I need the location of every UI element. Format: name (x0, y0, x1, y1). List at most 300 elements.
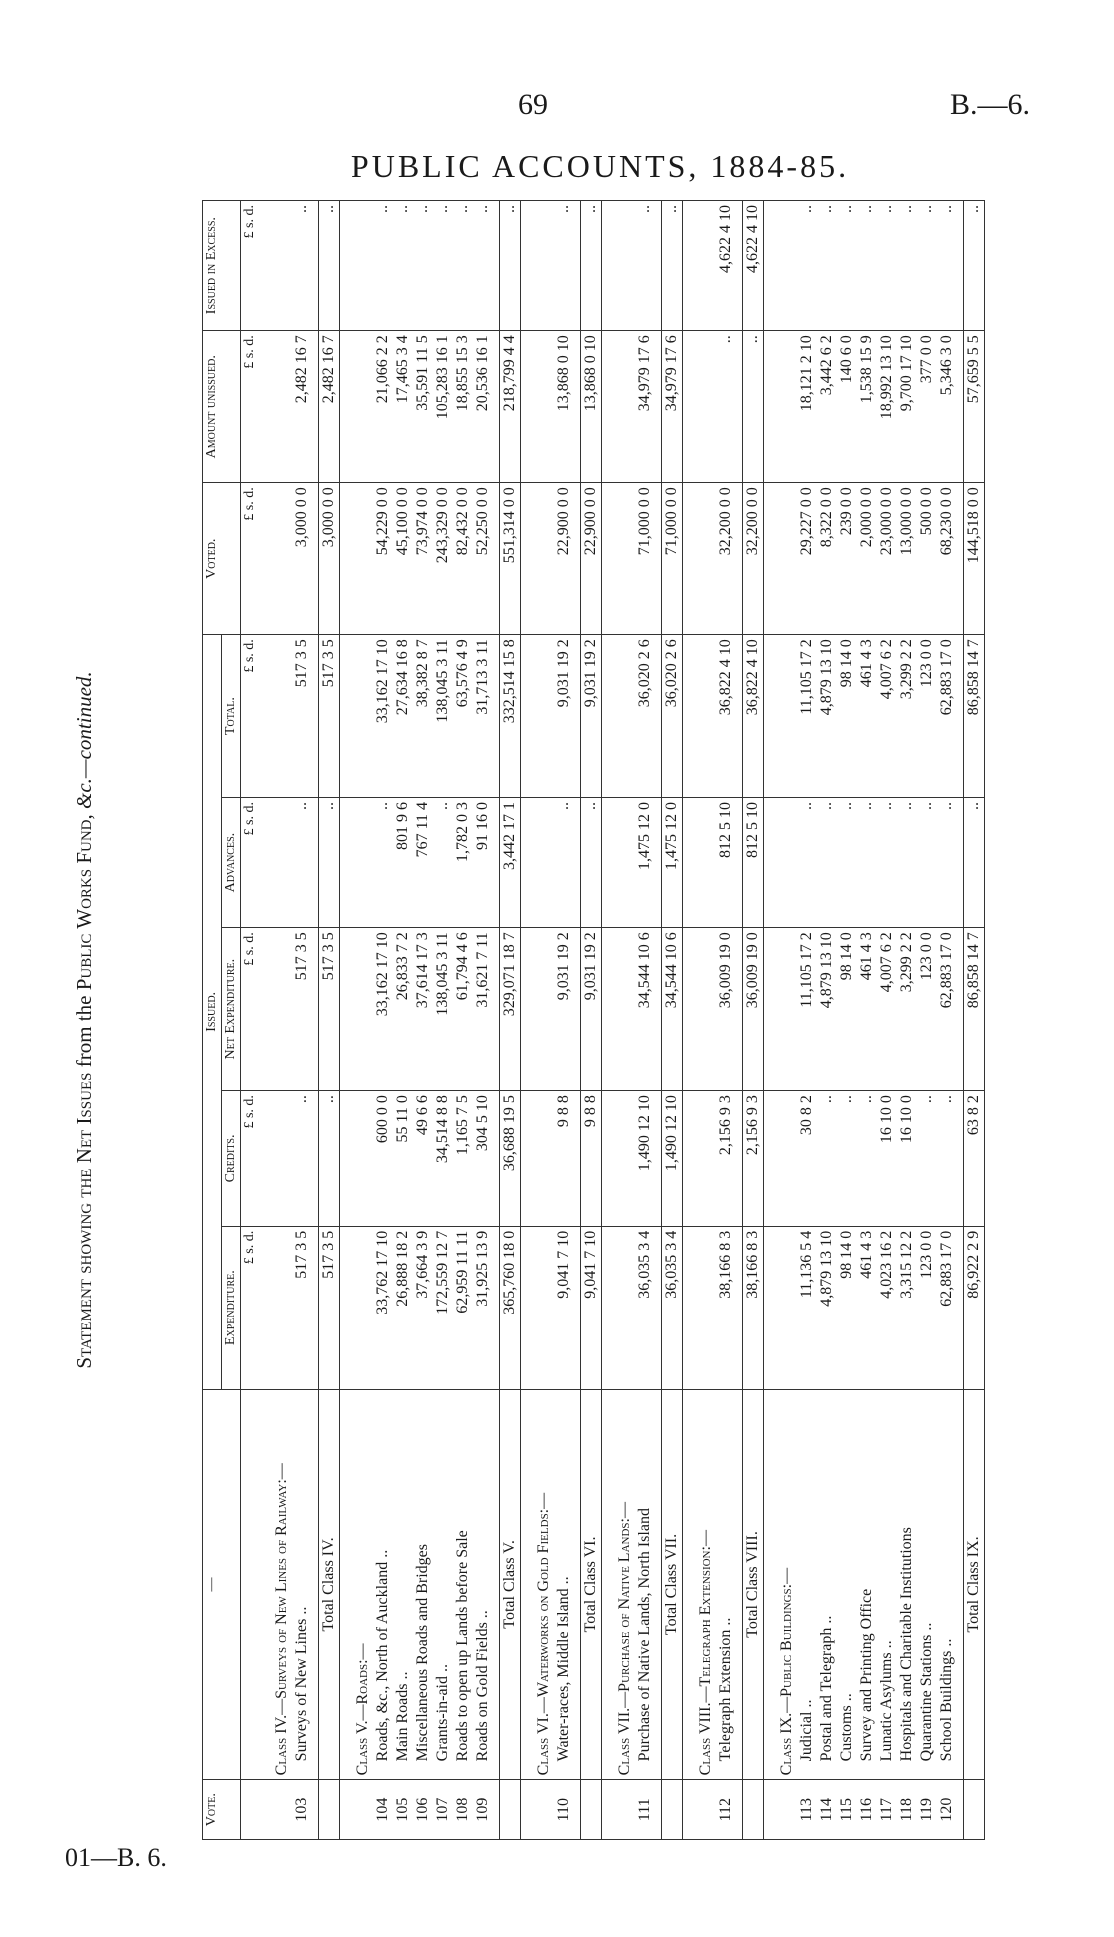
rotated-statement (72, 200, 982, 1840)
row-description: Roads, &c., North of Auckland .. (373, 1389, 393, 1780)
cell-credits: 304 5 10 (473, 1091, 493, 1227)
vote-number: 112 (716, 1780, 736, 1840)
cell-net-expenditure: 138,045 3 11 (433, 928, 453, 1091)
cell-excess: .. (393, 201, 413, 331)
vote-number: 116 (857, 1780, 877, 1840)
vote-number: 106 (413, 1780, 433, 1840)
cell-advances: .. (373, 798, 393, 928)
cell-voted: 71,000 0 0 (635, 483, 655, 635)
cell-expenditure: 461 4 3 (857, 1226, 877, 1389)
row-description: Grants-in-aid .. (433, 1389, 453, 1780)
row-description: Hospitals and Charitable Institutions (897, 1389, 917, 1780)
cell-excess: .. (897, 201, 917, 331)
cell-expenditure: 4,023 16 2 (877, 1226, 897, 1389)
cell-unissued: 13,868 0 10 (554, 331, 574, 483)
total-row (319, 201, 340, 1840)
cell-total: 4,879 13 10 (817, 635, 837, 798)
row-description: Main Roads .. (393, 1389, 413, 1780)
total-advances: .. (581, 798, 602, 928)
row-description: Judicial .. (797, 1389, 817, 1780)
cell-net-expenditure: 98 14 0 (837, 928, 857, 1091)
total-expenditure: 38,166 8 3 (743, 1226, 764, 1389)
page-title: PUBLIC ACCOUNTS, 1884-85. (350, 148, 850, 184)
cell-credits: .. (917, 1091, 937, 1227)
cell-expenditure: 26,888 18 2 (393, 1226, 413, 1389)
vote-number: 104 (373, 1780, 393, 1840)
cell-voted: 54,229 0 0 (373, 483, 393, 635)
cell-total: 461 4 3 (857, 635, 877, 798)
table-row (554, 201, 574, 1840)
vote-number: 109 (473, 1780, 493, 1840)
cell-total: 98 14 0 (837, 635, 857, 798)
cell-unissued: 1,538 15 9 (857, 331, 877, 483)
cell-excess: .. (473, 201, 493, 331)
cell-credits: .. (937, 1091, 957, 1227)
cell-net-expenditure: 26,833 7 2 (393, 928, 413, 1091)
table-row (937, 201, 957, 1840)
cell-excess: .. (554, 201, 574, 331)
section-heading: Class VIII.—Telegraph Extension:— (683, 1389, 717, 1780)
cell-credits: 16 10 0 (897, 1091, 917, 1227)
cell-advances: .. (837, 798, 857, 928)
total-label: Total Class VI. (581, 1389, 602, 1780)
cell-credits: 1,165 7 5 (453, 1091, 473, 1227)
section-heading-row (602, 201, 636, 1840)
table-row (817, 201, 837, 1840)
cell-excess: .. (857, 201, 877, 331)
cell-advances: 91 16 0 (473, 798, 493, 928)
cell-excess: .. (413, 201, 433, 331)
row-description: Postal and Telegraph .. (817, 1389, 837, 1780)
cell-credits: .. (857, 1091, 877, 1227)
vote-number: 108 (453, 1780, 473, 1840)
cell-credits: 2,156 9 3 (716, 1091, 736, 1227)
cell-net-expenditure: 3,299 2 2 (897, 928, 917, 1091)
cell-net-expenditure: 4,879 13 10 (817, 928, 837, 1091)
cell-credits: 600 0 0 (373, 1091, 393, 1227)
total-excess: .. (964, 201, 985, 331)
cell-expenditure: 36,035 3 4 (635, 1226, 655, 1389)
header-unissued: Amount unissued. (203, 331, 241, 483)
cell-expenditure: 98 14 0 (837, 1226, 857, 1389)
units-expenditure: £ s. d. (241, 1226, 260, 1389)
table-row (857, 201, 877, 1840)
vote-number: 107 (433, 1780, 453, 1840)
cell-voted: 243,329 0 0 (433, 483, 453, 635)
cell-voted: 13,000 0 0 (897, 483, 917, 635)
total-row (500, 201, 521, 1840)
header-description: — (203, 1389, 241, 1780)
cell-unissued: 18,992 13 10 (877, 331, 897, 483)
cell-voted: 32,200 0 0 (716, 483, 736, 635)
total-voted: 71,000 0 0 (662, 483, 683, 635)
cell-excess: .. (817, 201, 837, 331)
cell-voted: 73,974 0 0 (413, 483, 433, 635)
cell-total: 38,382 8 7 (413, 635, 433, 798)
statement-table (202, 200, 985, 1840)
row-description: Roads to open up Lands before Sale (453, 1389, 473, 1780)
table-row (453, 201, 473, 1840)
cell-excess: .. (373, 201, 393, 331)
cell-net-expenditure: 31,621 7 11 (473, 928, 493, 1091)
units-row (241, 201, 260, 1840)
statement-title-post: , &c.—continued. (72, 671, 96, 820)
cell-expenditure: 62,883 17 0 (937, 1226, 957, 1389)
cell-excess: .. (837, 201, 857, 331)
header-vote: Vote. (203, 1780, 241, 1840)
cell-net-expenditure: 461 4 3 (857, 928, 877, 1091)
total-credits: 2,156 9 3 (743, 1091, 764, 1227)
header-credits: Credits. (222, 1091, 241, 1227)
total-total: 9,031 19 2 (581, 635, 602, 798)
total-expenditure: 36,035 3 4 (662, 1226, 683, 1389)
total-row (662, 201, 683, 1840)
table-row (897, 201, 917, 1840)
cell-credits: 49 6 6 (413, 1091, 433, 1227)
cell-total: 138,045 3 11 (433, 635, 453, 798)
cell-net-expenditure: 61,794 4 6 (453, 928, 473, 1091)
cell-excess: .. (797, 201, 817, 331)
cell-net-expenditure: 517 3 5 (292, 928, 312, 1091)
total-label: Total Class IX. (964, 1389, 985, 1780)
total-net-expenditure: 86,858 14 7 (964, 928, 985, 1091)
cell-advances: .. (857, 798, 877, 928)
units-total: £ s. d. (241, 635, 260, 798)
cell-total: 4,007 6 2 (877, 635, 897, 798)
cell-net-expenditure: 4,007 6 2 (877, 928, 897, 1091)
units-voted: £ s. d. (241, 483, 260, 635)
total-advances: 1,475 12 0 (662, 798, 683, 928)
total-credits: 36,688 19 5 (500, 1091, 521, 1227)
cell-net-expenditure: 9,031 19 2 (554, 928, 574, 1091)
cell-net-expenditure: 11,105 17 2 (797, 928, 817, 1091)
total-unissued: .. (743, 331, 764, 483)
statement-title-fund: Public Works Fund (72, 819, 96, 991)
header-advances: Advances. (222, 798, 241, 928)
statement-title (72, 200, 97, 1840)
cell-advances: .. (433, 798, 453, 928)
cell-credits: 30 8 2 (797, 1091, 817, 1227)
cell-unissued: 20,536 16 1 (473, 331, 493, 483)
total-excess: 4,622 4 10 (743, 201, 764, 331)
cell-excess: .. (877, 201, 897, 331)
cell-total: 11,105 17 2 (797, 635, 817, 798)
vote-number: 117 (877, 1780, 897, 1840)
cell-advances: .. (917, 798, 937, 928)
header-issued: Issued. (203, 635, 222, 1389)
table-row (797, 201, 817, 1840)
cell-unissued: 17,465 3 4 (393, 331, 413, 483)
total-voted: 551,314 0 0 (500, 483, 521, 635)
cell-voted: 239 0 0 (837, 483, 857, 635)
cell-expenditure: 33,762 17 10 (373, 1226, 393, 1389)
cell-total: 31,713 3 11 (473, 635, 493, 798)
total-row (964, 201, 985, 1840)
row-description: Lunatic Asylums .. (877, 1389, 897, 1780)
row-description: Roads on Gold Fields .. (473, 1389, 493, 1780)
cell-unissued: 34,979 17 6 (635, 331, 655, 483)
row-description: Survey and Printing Office (857, 1389, 877, 1780)
header-total: Total. (222, 635, 241, 798)
cell-advances: .. (292, 798, 312, 928)
total-advances: .. (319, 798, 340, 928)
row-description: Telegraph Extension .. (716, 1389, 736, 1780)
total-credits: 1,490 12 10 (662, 1091, 683, 1227)
cell-net-expenditure: 37,614 17 3 (413, 928, 433, 1091)
cell-voted: 23,000 0 0 (877, 483, 897, 635)
total-voted: 22,900 0 0 (581, 483, 602, 635)
section-heading-row (259, 201, 292, 1840)
section-heading-row (683, 201, 717, 1840)
cell-expenditure: 9,041 7 10 (554, 1226, 574, 1389)
cell-excess: .. (937, 201, 957, 331)
cell-advances: 1,782 0 3 (453, 798, 473, 928)
cell-unissued: 3,442 6 2 (817, 331, 837, 483)
cell-unissued: 105,283 16 1 (433, 331, 453, 483)
total-expenditure: 365,760 18 0 (500, 1226, 521, 1389)
total-advances: 812 5 10 (743, 798, 764, 928)
cell-total: 36,020 2 6 (635, 635, 655, 798)
section-heading: Class VII.—Purchase of Native Lands:— (602, 1389, 636, 1780)
total-total: 86,858 14 7 (964, 635, 985, 798)
section-heading: Class V.—Roads:— (340, 1389, 374, 1780)
cell-advances: .. (877, 798, 897, 928)
cell-excess: .. (433, 201, 453, 331)
units-advances: £ s. d. (241, 798, 260, 928)
section-heading: Class IV.—Surveys of New Lines of Railway:— (259, 1389, 292, 1780)
table-row (292, 201, 312, 1840)
cell-total: 63,576 4 9 (453, 635, 473, 798)
units-net-expenditure: £ s. d. (241, 928, 260, 1091)
row-description: Customs .. (837, 1389, 857, 1780)
cell-unissued: 18,121 2 10 (797, 331, 817, 483)
cell-expenditure: 517 3 5 (292, 1226, 312, 1389)
total-voted: 32,200 0 0 (743, 483, 764, 635)
footer-reference: 01—B. 6. (65, 1843, 167, 1872)
total-net-expenditure: 517 3 5 (319, 928, 340, 1091)
total-row (743, 201, 764, 1840)
row-description: Water-races, Middle Island .. (554, 1389, 574, 1780)
cell-expenditure: 3,315 12 2 (897, 1226, 917, 1389)
total-advances: 3,442 17 1 (500, 798, 521, 928)
cell-voted: 8,322 0 0 (817, 483, 837, 635)
cell-advances: .. (797, 798, 817, 928)
cell-credits: 34,514 8 8 (433, 1091, 453, 1227)
total-unissued: 34,979 17 6 (662, 331, 683, 483)
total-total: 36,020 2 6 (662, 635, 683, 798)
cell-total: 33,162 17 10 (373, 635, 393, 798)
cell-expenditure: 62,959 11 11 (453, 1226, 473, 1389)
cell-net-expenditure: 36,009 19 0 (716, 928, 736, 1091)
vote-number: 113 (797, 1780, 817, 1840)
total-credits: .. (319, 1091, 340, 1227)
cell-advances: 812 5 10 (716, 798, 736, 928)
vote-number: 114 (817, 1780, 837, 1840)
total-excess: .. (500, 201, 521, 331)
section-heading-row (340, 201, 374, 1840)
table-row (433, 201, 453, 1840)
cell-total: 517 3 5 (292, 635, 312, 798)
cell-expenditure: 11,136 5 4 (797, 1226, 817, 1389)
total-unissued: 218,799 4 4 (500, 331, 521, 483)
units-credits: £ s. d. (241, 1091, 260, 1227)
cell-total: 36,822 4 10 (716, 635, 736, 798)
row-description: Miscellaneous Roads and Bridges (413, 1389, 433, 1780)
cell-voted: 29,227 0 0 (797, 483, 817, 635)
section-heading-row (764, 201, 798, 1840)
cell-excess: .. (453, 201, 473, 331)
cell-unissued: 18,855 15 3 (453, 331, 473, 483)
row-description: School Buildings .. (937, 1389, 957, 1780)
page-reference: B.—6. (950, 88, 1031, 121)
total-excess: .. (662, 201, 683, 331)
total-total: 36,822 4 10 (743, 635, 764, 798)
cell-net-expenditure: 33,162 17 10 (373, 928, 393, 1091)
total-total: 332,514 15 8 (500, 635, 521, 798)
cell-net-expenditure: 34,544 10 6 (635, 928, 655, 1091)
cell-advances: .. (897, 798, 917, 928)
total-net-expenditure: 36,009 19 0 (743, 928, 764, 1091)
statement-title-from: from the (72, 995, 96, 1068)
total-voted: 3,000 0 0 (319, 483, 340, 635)
total-net-expenditure: 9,031 19 2 (581, 928, 602, 1091)
header-expenditure: Expenditure. (222, 1226, 241, 1389)
row-description: Purchase of Native Lands, North Island (635, 1389, 655, 1780)
vote-number: 105 (393, 1780, 413, 1840)
table-row (877, 201, 897, 1840)
total-advances: .. (964, 798, 985, 928)
cell-total: 9,031 19 2 (554, 635, 574, 798)
cell-unissued: 21,066 2 2 (373, 331, 393, 483)
cell-total: 62,883 17 0 (937, 635, 957, 798)
total-label: Total Class VIII. (743, 1389, 764, 1780)
total-label: Total Class VII. (662, 1389, 683, 1780)
cell-voted: 2,000 0 0 (857, 483, 877, 635)
cell-voted: 45,100 0 0 (393, 483, 413, 635)
vote-number: 119 (917, 1780, 937, 1840)
cell-advances: 801 9 6 (393, 798, 413, 928)
table-row (393, 201, 413, 1840)
cell-net-expenditure: 62,883 17 0 (937, 928, 957, 1091)
total-net-expenditure: 34,544 10 6 (662, 928, 683, 1091)
header-voted: Voted. (203, 483, 241, 635)
cell-unissued: .. (716, 331, 736, 483)
total-credits: 9 8 8 (581, 1091, 602, 1227)
vote-number: 103 (292, 1780, 312, 1840)
section-heading-row (521, 201, 555, 1840)
header-excess: Issued in Excess. (203, 201, 241, 331)
header-net-expenditure: Net Expenditure. (222, 928, 241, 1091)
cell-advances: .. (937, 798, 957, 928)
cell-voted: 82,432 0 0 (453, 483, 473, 635)
cell-expenditure: 172,559 12 7 (433, 1226, 453, 1389)
total-label: Total Class IV. (319, 1389, 340, 1780)
cell-expenditure: 31,925 13 9 (473, 1226, 493, 1389)
table-row (473, 201, 493, 1840)
total-net-expenditure: 329,071 18 7 (500, 928, 521, 1091)
cell-voted: 22,900 0 0 (554, 483, 574, 635)
cell-voted: 500 0 0 (917, 483, 937, 635)
total-credits: 63 8 2 (964, 1091, 985, 1227)
vote-number: 111 (635, 1780, 655, 1840)
cell-advances: .. (554, 798, 574, 928)
total-unissued: 2,482 16 7 (319, 331, 340, 483)
cell-credits: .. (292, 1091, 312, 1227)
vote-number: 120 (937, 1780, 957, 1840)
section-heading: Class VI.—Waterworks on Gold Fields:— (521, 1389, 555, 1780)
cell-expenditure: 123 0 0 (917, 1226, 937, 1389)
units-excess: £ s. d. (241, 201, 260, 331)
cell-excess: 4,622 4 10 (716, 201, 736, 331)
cell-excess: .. (635, 201, 655, 331)
cell-excess: .. (292, 201, 312, 331)
total-unissued: 57,659 5 5 (964, 331, 985, 483)
total-label: Total Class V. (500, 1389, 521, 1780)
total-excess: .. (581, 201, 602, 331)
cell-voted: 68,230 0 0 (937, 483, 957, 635)
total-row (581, 201, 602, 1840)
cell-credits: .. (837, 1091, 857, 1227)
table-row (716, 201, 736, 1840)
table-row (635, 201, 655, 1840)
cell-credits: 9 8 8 (554, 1091, 574, 1227)
vote-number: 115 (837, 1780, 857, 1840)
units-unissued: £ s. d. (241, 331, 260, 483)
table-row (373, 201, 393, 1840)
cell-unissued: 5,346 3 0 (937, 331, 957, 483)
vote-number: 118 (897, 1780, 917, 1840)
total-expenditure: 9,041 7 10 (581, 1226, 602, 1389)
total-unissued: 13,868 0 10 (581, 331, 602, 483)
statement-title-issues: Net Issues (72, 1072, 96, 1164)
total-voted: 144,518 0 0 (964, 483, 985, 635)
cell-unissued: 140 6 0 (837, 331, 857, 483)
cell-expenditure: 37,664 3 9 (413, 1226, 433, 1389)
total-expenditure: 86,922 2 9 (964, 1226, 985, 1389)
total-total: 517 3 5 (319, 635, 340, 798)
cell-unissued: 9,700 17 10 (897, 331, 917, 483)
cell-advances: .. (817, 798, 837, 928)
total-excess: .. (319, 201, 340, 331)
table-row (917, 201, 937, 1840)
cell-credits: 16 10 0 (877, 1091, 897, 1227)
cell-net-expenditure: 123 0 0 (917, 928, 937, 1091)
cell-total: 3,299 2 2 (897, 635, 917, 798)
cell-credits: 1,490 12 10 (635, 1091, 655, 1227)
cell-voted: 52,250 0 0 (473, 483, 493, 635)
table-row (837, 201, 857, 1840)
cell-unissued: 377 0 0 (917, 331, 937, 483)
table-row (413, 201, 433, 1840)
row-description: Surveys of New Lines .. (292, 1389, 312, 1780)
cell-voted: 3,000 0 0 (292, 483, 312, 635)
cell-total: 123 0 0 (917, 635, 937, 798)
page-number: 69 (518, 88, 548, 121)
cell-total: 27,634 16 8 (393, 635, 413, 798)
statement-title-pre: Statement showing the (72, 1168, 96, 1369)
cell-unissued: 35,591 11 5 (413, 331, 433, 483)
cell-credits: .. (817, 1091, 837, 1227)
statement-body (241, 201, 985, 1840)
section-heading: Class IX.—Public Buildings:— (764, 1389, 798, 1780)
cell-advances: 767 11 4 (413, 798, 433, 928)
row-description: Quarantine Stations .. (917, 1389, 937, 1780)
cell-expenditure: 4,879 13 10 (817, 1226, 837, 1389)
cell-expenditure: 38,166 8 3 (716, 1226, 736, 1389)
cell-excess: .. (917, 201, 937, 331)
vote-number: 110 (554, 1780, 574, 1840)
total-expenditure: 517 3 5 (319, 1226, 340, 1389)
